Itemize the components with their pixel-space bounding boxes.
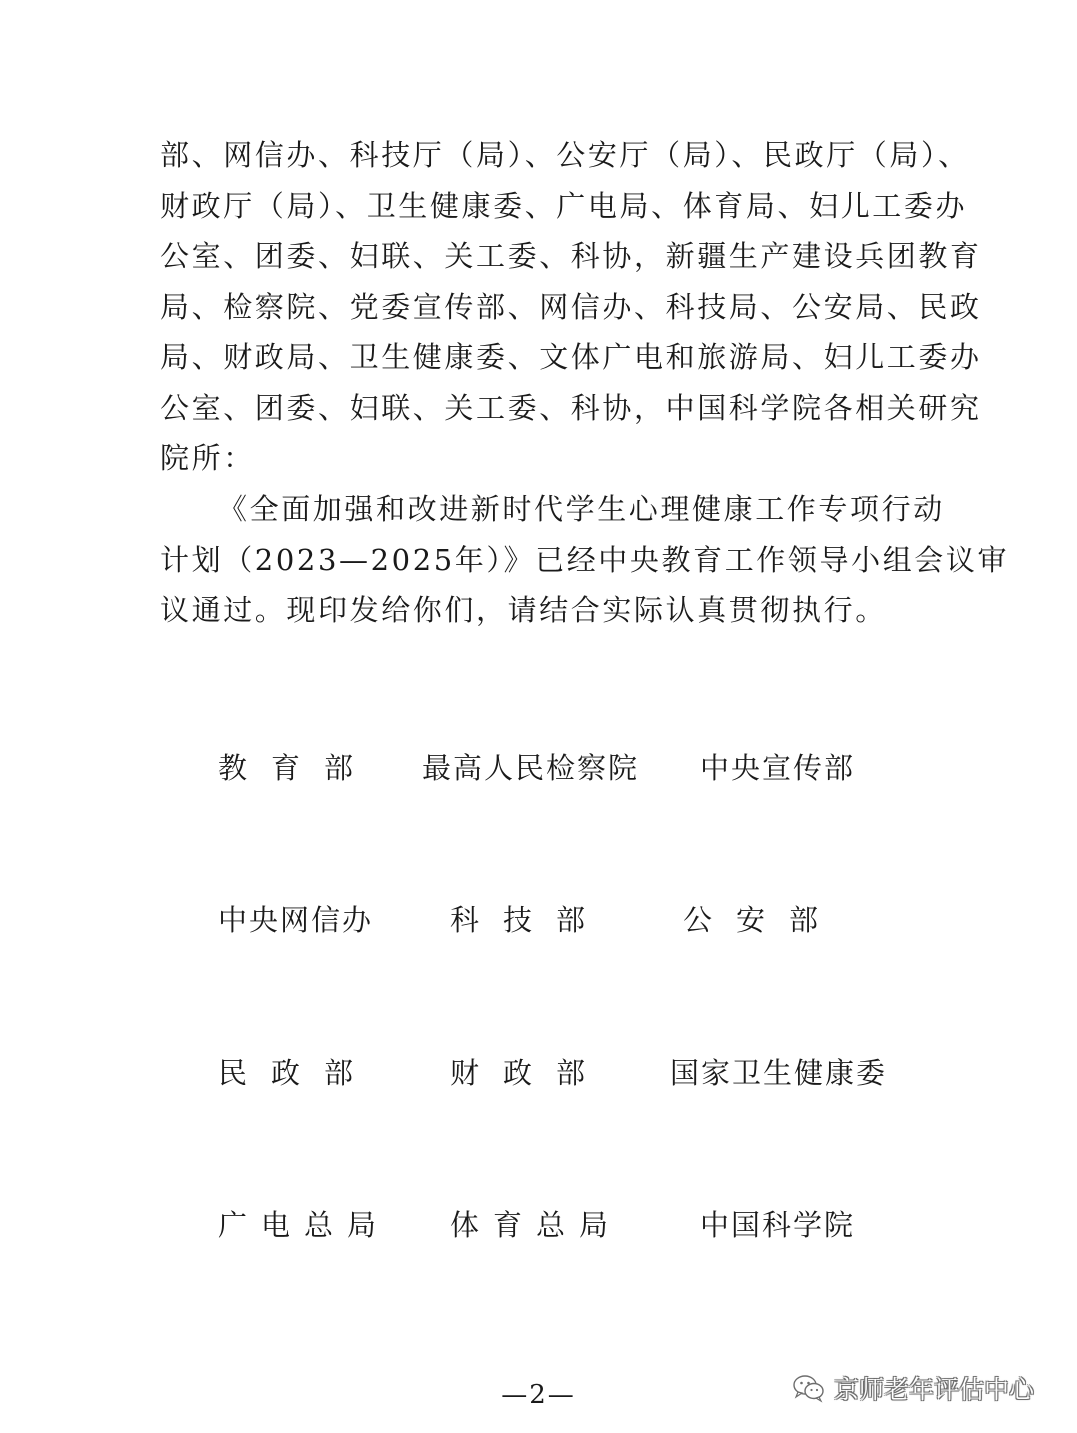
signature-central-publicity-dept: 中央宣传部 [700,751,856,785]
signature-supreme-procuratorate: 最高人民检察院 [422,751,640,785]
body-line: 计划（2023—2025年）》已经中央教育工作领导小组会议审 [160,542,1010,577]
recipients-line: 局、检察院、党委宣传部、网信办、科技局、公安局、民政 [160,289,982,324]
signature-radio-tv-admin: 广电总局 [218,1208,391,1242]
signature-public-security: 公安部 [683,903,843,937]
recipients-line: 院所： [160,441,255,475]
signature-ministry-of-finance: 财政部 [450,1056,610,1090]
signature-sport-admin: 体育总局 [450,1208,623,1242]
signature-cac: 中央网信办 [218,903,374,937]
signature-cas: 中国科学院 [700,1208,856,1242]
recipients-line: 公室、团委、妇联、关工委、科协，中国科学院各相关研究 [160,390,982,425]
wechat-icon [792,1373,826,1403]
recipients-list [160,130,982,484]
watermark-text: 京师老年评估中心 [834,1375,1035,1404]
recipients-line: 公室、团委、妇联、关工委、科协，新疆生产建设兵团教育 [160,239,982,273]
recipients-line: 局、财政局、卫生健康委、文体广电和旅游局、妇儿工委办 [160,340,982,374]
signature-ministry-of-science: 科技部 [450,903,610,937]
body-line: 《全面加强和改进新时代学生心理健康工作专项行动 [218,492,945,526]
recipients-line: 部、网信办、科技厅（局）、公安厅（局）、民政厅（局）、 [160,138,970,172]
page-number: —2— [501,1380,576,1410]
signature-row [0,1203,1077,1243]
recipients-line: 财政厅（局）、卫生健康委、广电局、体育局、妇儿工委办 [160,188,968,223]
signature-civil-affairs: 民政部 [218,1056,378,1090]
signature-health-commission: 国家卫生健康委 [670,1056,888,1090]
body-line: 议通过。现印发给你们，请结合实际认真贯彻执行。 [160,593,887,627]
signature-row [0,1051,1077,1091]
body-paragraph [160,484,1010,636]
signature-ministry-of-education: 教育部 [218,751,378,785]
watermark [792,1368,1034,1408]
signature-row [0,746,1077,786]
signature-row [0,898,1077,938]
